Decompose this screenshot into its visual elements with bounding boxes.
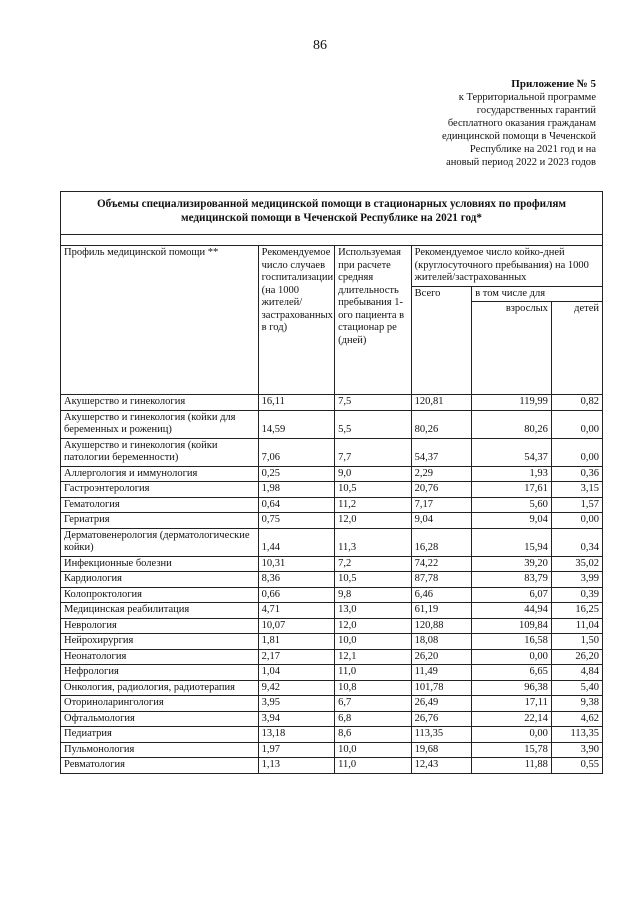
- row-duration: 9,0: [335, 466, 412, 482]
- table-row: [61, 649, 603, 665]
- row-total: 18,08: [411, 634, 472, 650]
- row-children: 0,00: [551, 513, 602, 529]
- row-adults: 5,60: [472, 497, 552, 513]
- row-duration: 10,5: [335, 572, 412, 588]
- row-duration: 12,0: [335, 618, 412, 634]
- row-cases: 4,71: [258, 603, 335, 619]
- row-children: 113,35: [551, 727, 602, 743]
- row-cases: 1,44: [258, 528, 335, 556]
- table-row: [61, 497, 603, 513]
- table-title: Объемы специализированной медицинской помощи в стационарных условиях по профилям медицинской помощи в Чеченской Республике на 2021 год*: [61, 192, 603, 235]
- row-cases: 1,97: [258, 742, 335, 758]
- row-children: 4,84: [551, 665, 602, 681]
- row-adults: 0,00: [472, 727, 552, 743]
- appendix-line: единцинской помощи в Чеченской: [441, 131, 596, 142]
- table-row: [61, 438, 603, 466]
- row-cases: 1,04: [258, 665, 335, 681]
- row-cases: 8,36: [258, 572, 335, 588]
- row-profile: Акушерство и гинекология (койки патологии беременности): [61, 438, 259, 466]
- row-adults: 22,14: [472, 711, 552, 727]
- row-profile: Онкология, радиология, радиотерапия: [61, 680, 259, 696]
- row-adults: 109,84: [472, 618, 552, 634]
- row-duration: 11,0: [335, 758, 412, 774]
- row-duration: 6,7: [335, 696, 412, 712]
- row-profile: Неврология: [61, 618, 259, 634]
- table-row: [61, 466, 603, 482]
- header-adults: взрослых: [472, 302, 552, 395]
- row-profile: Дерматовенерология (дерматологические койки): [61, 528, 259, 556]
- row-duration: 10,0: [335, 634, 412, 650]
- row-duration: 11,3: [335, 528, 412, 556]
- row-adults: 96,38: [472, 680, 552, 696]
- row-children: 1,50: [551, 634, 602, 650]
- row-total: 16,28: [411, 528, 472, 556]
- appendix-line: Республике на 2021 год и на: [469, 144, 596, 155]
- row-cases: 0,66: [258, 587, 335, 603]
- row-children: 0,36: [551, 466, 602, 482]
- row-total: 74,22: [411, 556, 472, 572]
- row-total: 87,78: [411, 572, 472, 588]
- table-row: [61, 634, 603, 650]
- row-profile: Ревматология: [61, 758, 259, 774]
- row-adults: 0,00: [472, 649, 552, 665]
- row-duration: 11,2: [335, 497, 412, 513]
- table-row: [61, 603, 603, 619]
- row-children: 9,38: [551, 696, 602, 712]
- row-profile: Оториноларингология: [61, 696, 259, 712]
- row-cases: 0,75: [258, 513, 335, 529]
- header-children: детей: [551, 302, 602, 395]
- row-total: 26,20: [411, 649, 472, 665]
- row-cases: 9,42: [258, 680, 335, 696]
- row-children: 0,00: [551, 410, 602, 438]
- row-duration: 7,2: [335, 556, 412, 572]
- row-adults: 17,61: [472, 482, 552, 498]
- row-profile: Акушерство и гинекология (койки для беременных и рожениц): [61, 410, 259, 438]
- row-profile: Педиатрия: [61, 727, 259, 743]
- row-cases: 10,07: [258, 618, 335, 634]
- row-children: 0,00: [551, 438, 602, 466]
- row-cases: 3,95: [258, 696, 335, 712]
- row-total: 2,29: [411, 466, 472, 482]
- row-adults: 6,07: [472, 587, 552, 603]
- row-profile: Инфекционные болезни: [61, 556, 259, 572]
- row-children: 1,57: [551, 497, 602, 513]
- row-duration: 8,6: [335, 727, 412, 743]
- row-duration: 13,0: [335, 603, 412, 619]
- table-row: [61, 758, 603, 774]
- row-duration: 10,0: [335, 742, 412, 758]
- row-adults: 39,20: [472, 556, 552, 572]
- row-total: 11,49: [411, 665, 472, 681]
- table-row: [61, 528, 603, 556]
- row-profile: Неонатология: [61, 649, 259, 665]
- row-adults: 6,65: [472, 665, 552, 681]
- row-adults: 15,78: [472, 742, 552, 758]
- row-adults: 44,94: [472, 603, 552, 619]
- row-profile: Колопроктология: [61, 587, 259, 603]
- table-row: [61, 711, 603, 727]
- table-row: [61, 696, 603, 712]
- appendix-block: [366, 78, 596, 169]
- table-row: [61, 482, 603, 498]
- row-total: 120,88: [411, 618, 472, 634]
- table-row: [61, 727, 603, 743]
- row-total: 6,46: [411, 587, 472, 603]
- row-children: 4,62: [551, 711, 602, 727]
- row-duration: 6,8: [335, 711, 412, 727]
- row-cases: 3,94: [258, 711, 335, 727]
- row-adults: 54,37: [472, 438, 552, 466]
- table-row: [61, 572, 603, 588]
- row-total: 19,68: [411, 742, 472, 758]
- row-total: 80,26: [411, 410, 472, 438]
- row-adults: 80,26: [472, 410, 552, 438]
- row-total: 101,78: [411, 680, 472, 696]
- row-cases: 16,11: [258, 395, 335, 411]
- page-number: 86: [313, 38, 327, 53]
- header-total: Всего: [411, 286, 472, 395]
- appendix-title: Приложение № 5: [511, 78, 596, 90]
- table-row: [61, 680, 603, 696]
- row-total: 54,37: [411, 438, 472, 466]
- row-duration: 10,8: [335, 680, 412, 696]
- row-duration: 7,7: [335, 438, 412, 466]
- row-children: 3,90: [551, 742, 602, 758]
- row-duration: 10,5: [335, 482, 412, 498]
- table-row: [61, 665, 603, 681]
- table-row: [61, 742, 603, 758]
- row-profile: Пульмонология: [61, 742, 259, 758]
- row-cases: 13,18: [258, 727, 335, 743]
- row-cases: 0,25: [258, 466, 335, 482]
- row-adults: 1,93: [472, 466, 552, 482]
- table-row: [61, 618, 603, 634]
- row-cases: 0,64: [258, 497, 335, 513]
- row-profile: Кардиология: [61, 572, 259, 588]
- header-including: в том числе для: [472, 286, 603, 302]
- row-adults: 9,04: [472, 513, 552, 529]
- row-children: 26,20: [551, 649, 602, 665]
- row-profile: Гастроэнтерология: [61, 482, 259, 498]
- row-adults: 119,99: [472, 395, 552, 411]
- row-profile: Акушерство и гинекология: [61, 395, 259, 411]
- row-duration: 11,0: [335, 665, 412, 681]
- row-children: 3,15: [551, 482, 602, 498]
- row-children: 3,99: [551, 572, 602, 588]
- row-children: 35,02: [551, 556, 602, 572]
- appendix-line: государственных гарантий: [476, 105, 596, 116]
- header-avg-duration: Используемая при расчете средняя длительность пребывания 1-ого пациента в стационар ре (дней): [335, 246, 412, 395]
- row-cases: 10,31: [258, 556, 335, 572]
- row-adults: 11,88: [472, 758, 552, 774]
- row-total: 12,43: [411, 758, 472, 774]
- row-children: 11,04: [551, 618, 602, 634]
- row-total: 20,76: [411, 482, 472, 498]
- row-total: 26,49: [411, 696, 472, 712]
- table-row: [61, 395, 603, 411]
- header-profile: Профиль медицинской помощи **: [61, 246, 259, 395]
- row-children: 16,25: [551, 603, 602, 619]
- row-duration: 9,8: [335, 587, 412, 603]
- row-adults: 17,11: [472, 696, 552, 712]
- table-row: [61, 587, 603, 603]
- row-total: 7,17: [411, 497, 472, 513]
- row-adults: 83,79: [472, 572, 552, 588]
- row-duration: 12,0: [335, 513, 412, 529]
- row-profile: Гематология: [61, 497, 259, 513]
- row-profile: Гериатрия: [61, 513, 259, 529]
- row-cases: 2,17: [258, 649, 335, 665]
- row-profile: Нейрохирургия: [61, 634, 259, 650]
- row-profile: Офтальмология: [61, 711, 259, 727]
- row-profile: Нефрология: [61, 665, 259, 681]
- row-children: 0,82: [551, 395, 602, 411]
- volumes-table: [60, 191, 603, 774]
- appendix-line: ановый период 2022 и 2023 годов: [446, 157, 596, 168]
- row-adults: 15,94: [472, 528, 552, 556]
- row-cases: 1,81: [258, 634, 335, 650]
- row-total: 120,81: [411, 395, 472, 411]
- row-children: 0,39: [551, 587, 602, 603]
- table-row: [61, 410, 603, 438]
- row-cases: 1,98: [258, 482, 335, 498]
- row-duration: 5,5: [335, 410, 412, 438]
- header-bed-days: Рекомендуемое число койко-дней (круглосуточного пребывания) на 1000 жителей/застрахованных: [411, 246, 602, 287]
- row-duration: 12,1: [335, 649, 412, 665]
- table-row: [61, 513, 603, 529]
- table-row: [61, 556, 603, 572]
- row-total: 61,19: [411, 603, 472, 619]
- row-children: 0,55: [551, 758, 602, 774]
- appendix-line: бесплатного оказания гражданам: [447, 118, 596, 129]
- row-cases: 7,06: [258, 438, 335, 466]
- table-spacer: [61, 235, 603, 246]
- row-children: 5,40: [551, 680, 602, 696]
- row-total: 26,76: [411, 711, 472, 727]
- row-profile: Аллергология и иммунология: [61, 466, 259, 482]
- row-children: 0,34: [551, 528, 602, 556]
- header-recommended-cases: Рекомендуемое число случаев госпитализации (на 1000 жителей/застрахованных в год): [258, 246, 335, 395]
- row-total: 9,04: [411, 513, 472, 529]
- row-profile: Медицинская реабилитация: [61, 603, 259, 619]
- appendix-line: к Территориальной программе: [458, 92, 596, 103]
- row-total: 113,35: [411, 727, 472, 743]
- row-duration: 7,5: [335, 395, 412, 411]
- row-cases: 1,13: [258, 758, 335, 774]
- row-cases: 14,59: [258, 410, 335, 438]
- row-adults: 16,58: [472, 634, 552, 650]
